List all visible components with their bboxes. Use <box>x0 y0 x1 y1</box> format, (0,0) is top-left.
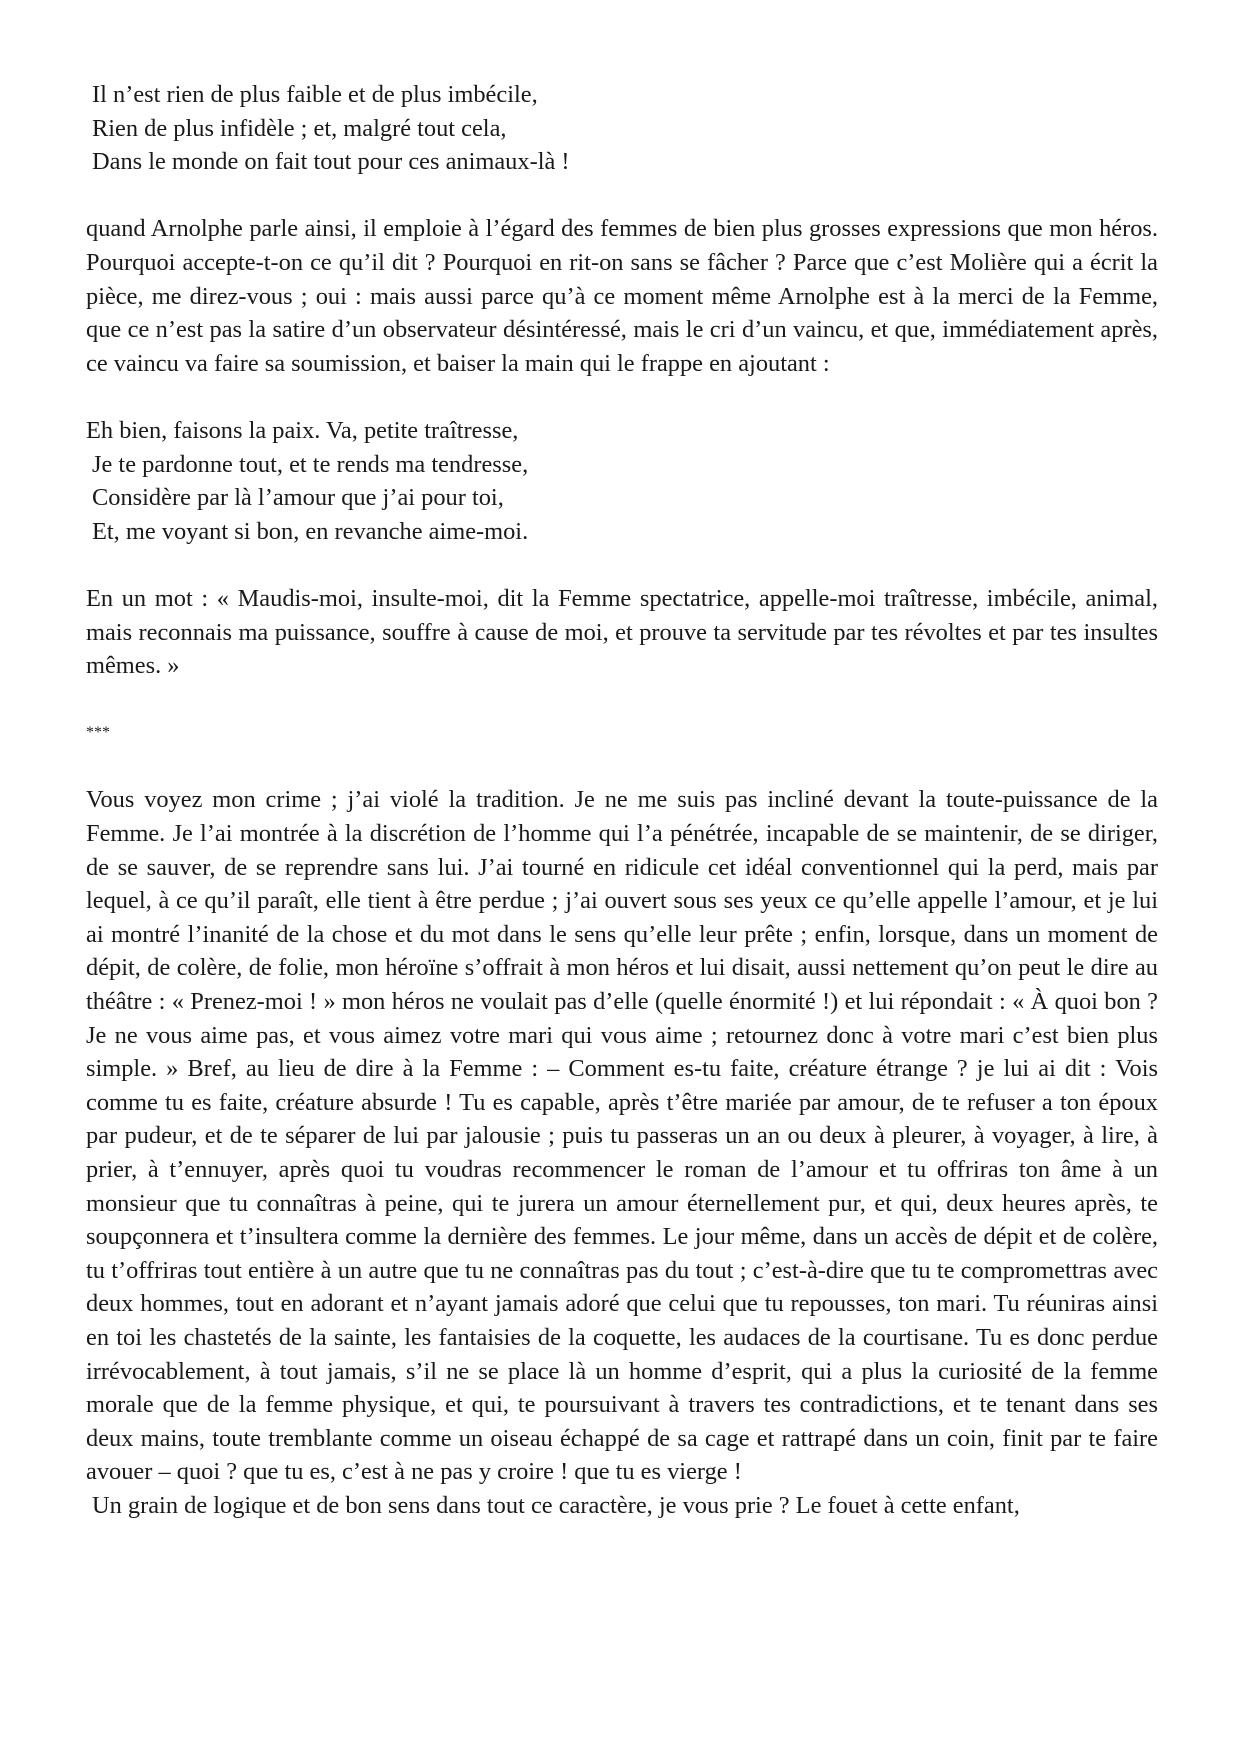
spacer <box>86 380 1158 414</box>
spacer <box>86 548 1158 582</box>
verse-line: Rien de plus infidèle ; et, malgré tout cela, <box>92 114 507 142</box>
verse-line: Dans le monde on fait tout pour ces animaux-là ! <box>92 148 570 176</box>
spacer <box>86 683 1158 717</box>
paragraph-mon-crime: Vous voyez mon crime ; j’ai violé la tradition. Je ne me suis pas incliné devant la toute-puissance de la Femme. Je l’ai montrée à la discrétion de l’homme qui l’a pénétrée, incapable de se maintenir, de se diriger, de se sauver, de se reprendre sans lui. J’ai tourné en ridicule cet idéal conventionnel qui la perd, mais par lequel, à ce qu’il paraît, elle tient à être perdue ; j’ai ouvert sous ses yeux ce qu’elle appelle l’amour, et je lui ai montré l’inanité de la chose et du mot dans le sens qu’elle leur prête ; enfin, lorsque, dans un moment de dépit, de colère, de folie, mon héroïne s’offrait à mon héros et lui disait, aussi nettement qu’on peut le dire au théâtre : « Prenez-moi ! » mon héros ne voulait pas d’elle (quelle énormité !) et lui répondait : « À quoi bon ? Je ne vous aime pas, et vous aimez votre mari qui vous aime ; retournez donc à votre mari c’est bien plus simple. » Bref, au lieu de dire à la Femme : – Comment es-tu faite, créature étrange ? je lui ai dit : Vois comme tu es faite, créature absurde ! Tu es capable, après t’être mariée par amour, de te refuser a ton époux par pudeur, et de te séparer de lui par jalousie ; puis tu passeras un an ou deux à pleurer, à voyager, à lire, à prier, à t’ennuyer, après quoi tu voudras recommencer le roman de l’amour et tu offriras ton âme à un monsieur que tu connaîtras à peine, qui te jurera un amour éternellement pur, et qui, deux heures après, te soupçonnera et t’insultera comme la dernière des femmes. Le jour même, dans un accès de dépit et de colère, tu t’offriras tout entière à un autre que tu ne connaîtras pas du tout ; c’est-à-dire que tu te compromettras avec deux hommes, tout en adorant et n’ayant jamais adoré que celui que tu repousses, ton mari. Tu réuniras ainsi en toi les chastetés de la sainte, les fantaisies de la coquette, les audaces de la courtisane. Tu es donc perdue irrévocablement, à tout jamais, s’il ne se place là un homme d’esprit, qui a plus la curiosité de la femme morale que de la femme physique, et qui, te poursuivant à travers tes contradictions, et te tenant dans ses deux mains, toute tremblante comme un oiseau échappé de sa cage et rattrapé dans un coin, finit par te faire avouer – quoi ? que tu es, c’est à ne pas y croire ! que tu es vierge ! <box>86 786 1158 1486</box>
paragraph-arnolphe: quand Arnolphe parle ainsi, il emploie à l’égard des femmes de bien plus grosses expressions que mon héros. Pourquoi accepte-t-on ce qu’il dit ? Pourquoi en rit-on sans se fâcher ? Parce que c’est Molière qui a écrit la pièce, me direz-vous ; oui : mais aussi parce qu’à ce moment même Arnolphe est à la merci de la Femme, que ce n’est pas la satire d’un observateur désintéressé, mais le cri d’un vaincu, et que, immédiatement après, ce vaincu va faire sa soumission, et baiser la main qui le frappe en ajoutant : <box>86 215 1158 377</box>
verse-line: Je te pardonne tout, et te rends ma tendresse, <box>92 450 529 478</box>
spacer <box>86 750 1158 784</box>
verse-line: Il n’est rien de plus faible et de plus imbécile, <box>92 81 538 108</box>
paragraph-grain-de-logique: Un grain de logique et de bon sens dans tout ce caractère, je vous prie ? Le fouet à cette enfant, <box>92 1491 1020 1519</box>
verse-line: Considère par là l’amour que j’ai pour toi, <box>92 484 504 512</box>
section-separator: *** <box>86 724 110 742</box>
paragraph-en-un-mot: En un mot : « Maudis-moi, insulte-moi, dit la Femme spectatrice, appelle-moi traîtresse, imbécile, animal, mais reconnais ma puissance, souffre à cause de moi, et prouve ta servitude par tes révoltes et par tes insultes mêmes. » <box>86 584 1158 680</box>
spacer <box>86 179 1158 213</box>
verse-quote-paix <box>86 414 1158 548</box>
verse-quote-arnolphe <box>86 78 1158 179</box>
document-page <box>86 78 1158 1523</box>
verse-line: Eh bien, faisons la paix. Va, petite traîtresse, <box>86 416 519 444</box>
verse-line: Et, me voyant si bon, en revanche aime-moi. <box>92 517 529 545</box>
